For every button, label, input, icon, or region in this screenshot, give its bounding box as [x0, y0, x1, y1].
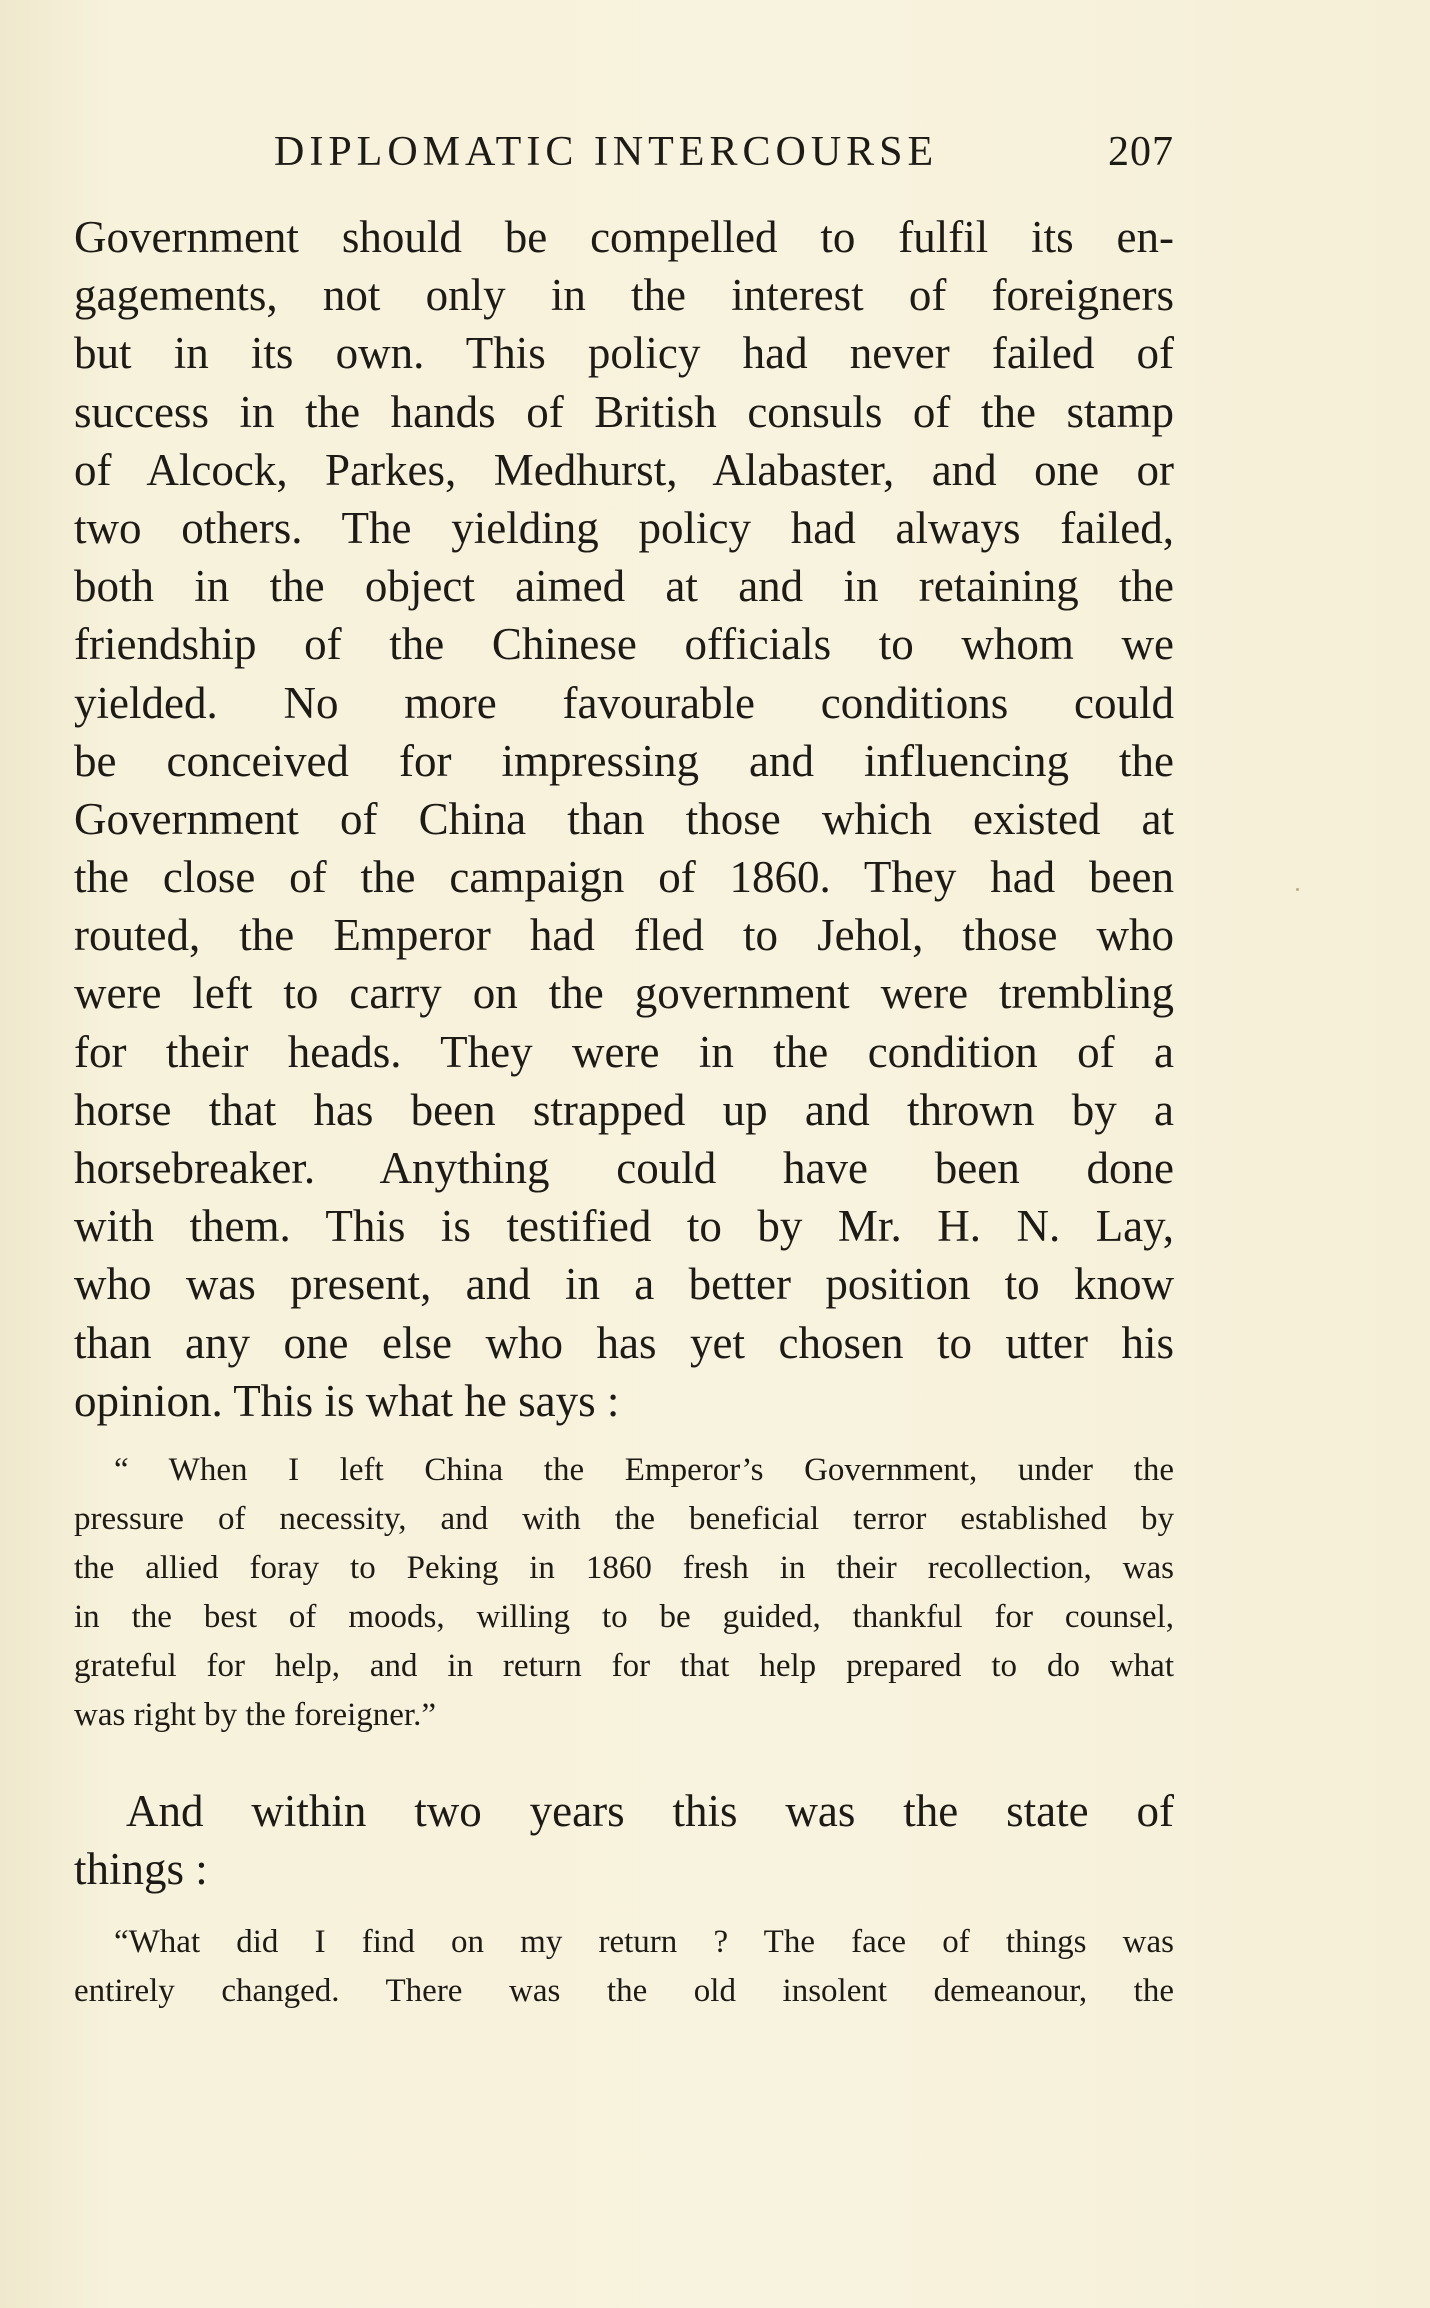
text-line: be conceived for impressing and influencing the: [74, 735, 1174, 786]
quote-line: “What did I find on my return ? The face of things was: [114, 1924, 1174, 1960]
text-line: routed, the Emperor had fled to Jehol, those who: [74, 910, 1174, 961]
body-paragraph: [74, 1782, 1174, 1898]
quote-line: grateful for help, and in return for that help prepared to do what: [74, 1648, 1174, 1684]
text-line: were left to carry on the government were trembling: [74, 968, 1174, 1019]
text-line: for their heads. They were in the condition of a: [74, 1026, 1174, 1077]
quote-line: was right by the foreigner.”: [74, 1697, 436, 1733]
text-line: success in the hands of British consuls of the stamp: [74, 386, 1174, 437]
text-line: the close of the campaign of 1860. They had been: [74, 852, 1174, 903]
block-quote: [74, 1446, 1174, 1740]
text-line: things :: [74, 1844, 208, 1895]
text-line: friendship of the Chinese officials to whom we: [74, 619, 1174, 670]
text-line: Government should be compelled to fulfil its en-: [74, 212, 1174, 262]
text-line: gagements, not only in the interest of foreigners: [74, 270, 1174, 321]
text-line: than any one else who has yet chosen to utter his: [74, 1317, 1174, 1368]
text-line: but in its own. This policy had never failed of: [74, 328, 1174, 379]
text-line: of Alcock, Parkes, Medhurst, Alabaster, and one or: [74, 444, 1174, 495]
page-number: 207: [1108, 129, 1174, 175]
body-paragraph: [74, 208, 1174, 1430]
quote-line: the allied foray to Peking in 1860 fresh in their recollection, was: [74, 1550, 1174, 1586]
quote-line: entirely changed. There was the old insolent demeanour, the: [74, 1973, 1174, 2009]
text-line: And within two years this was the state of: [126, 1786, 1174, 1836]
text-line: two others. The yielding policy had always failed,: [74, 502, 1174, 553]
paper-speck: [1296, 888, 1299, 891]
text-line: opinion. This is what he says :: [74, 1375, 620, 1426]
text-line: Government of China than those which existed at: [74, 793, 1174, 844]
running-head: DIPLOMATIC INTERCOURSE: [274, 129, 939, 175]
text-line: who was present, and in a better position to know: [74, 1259, 1174, 1310]
text-line: horsebreaker. Anything could have been done: [74, 1143, 1174, 1193]
quote-line: in the best of moods, willing to be guided, thankful for counsel,: [74, 1599, 1174, 1635]
text-line: both in the object aimed at and in retaining the: [74, 561, 1174, 612]
text-line: with them. This is testified to by Mr. H. N. Lay,: [74, 1201, 1174, 1252]
text-line: yielded. No more favourable conditions could: [74, 677, 1174, 728]
page-header: [74, 128, 1174, 178]
quote-line: “ When I left China the Emperor’s Government, under the: [114, 1452, 1174, 1488]
quote-line: pressure of necessity, and with the beneficial terror established by: [74, 1501, 1174, 1537]
block-quote: [74, 1918, 1174, 2016]
text-line: horse that has been strapped up and thrown by a: [74, 1084, 1174, 1135]
